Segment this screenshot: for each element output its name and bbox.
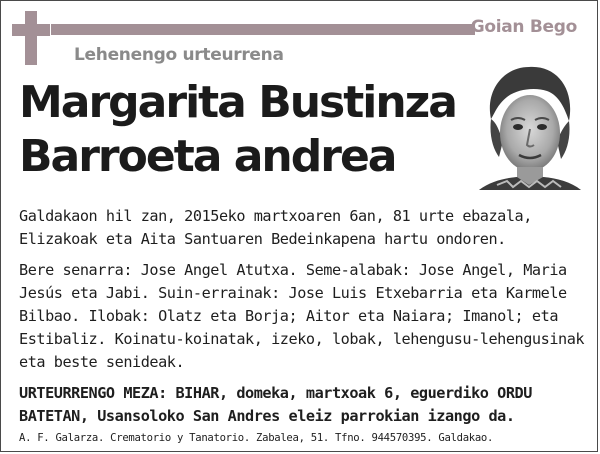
mass-announcement: URTEURRENGO MEZA: BIHAR, domeka, martxoak 6, eguerdiko ORDU BATETAN, Usansoloko San Andres eleiz parrokian izango da. — [19, 384, 532, 425]
portrait-photo — [477, 61, 581, 190]
funeral-home-footer: A. F. Galarza. Crematorio y Tanatorio. Zabalea, 51. Tfno. 944570395. Galdakao. — [19, 432, 494, 444]
header-bar — [51, 24, 475, 35]
family-paragraph: Bere senarra: Jose Angel Atutxa. Seme-alabak: Jose Angel, Maria Jesús eta Jabi. Suin-errainak: Jose Luis Etxebarria eta Karmele Bilbao. Ilobak: Olatz eta Borja; Aitor eta Naiara; Imanol; eta Estibaliz. Koinatu-koinatak, izeko, lobak, lehengusu-lehengusinak eta beste senideak. — [19, 261, 585, 371]
death-paragraph: Galdakaon hil zan, 2015eko martxoaren 6an, 81 urte ebazala, Elizakoak eta Aita Santuaren Bedeinkapena hartu ondoren. — [19, 207, 532, 248]
cross-icon — [12, 11, 50, 65]
name-line-2: Barroeta andrea — [19, 131, 396, 182]
deceased-name — [19, 76, 456, 184]
brand-title: Goian Bego — [470, 17, 577, 37]
name-line-1: Margarita Bustinza — [19, 77, 456, 128]
obituary-body — [19, 205, 585, 436]
notice-subtitle: Lehenengo urteurrena — [74, 45, 284, 65]
portrait-image — [477, 61, 581, 190]
